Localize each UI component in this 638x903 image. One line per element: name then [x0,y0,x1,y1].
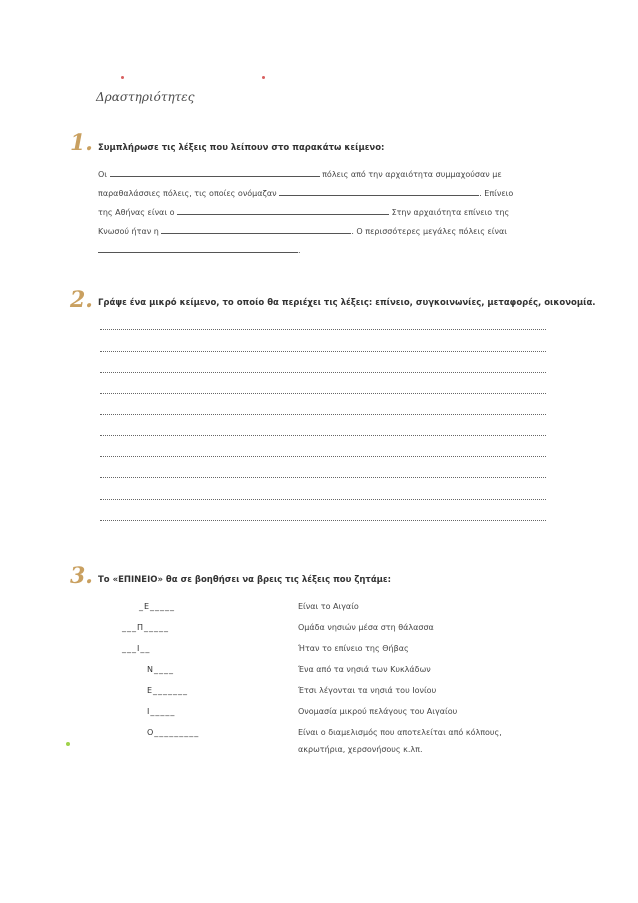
exercise-2-number: 2. [70,287,93,313]
puzzle-clue-continued: ακρωτήρια, χερσονήσους κ.λπ. [298,745,423,754]
text: Στην αρχαιότητα επίνειο της [391,208,510,217]
puzzle-word[interactable]: Ε_______ [147,686,189,695]
blank[interactable] [98,244,298,253]
red-mark [262,76,265,79]
writing-line[interactable] [100,328,546,330]
red-mark [121,76,124,79]
exercise-1-number: 1. [70,130,93,156]
text: πόλεις από την αρχαιότητα συμμαχούσαν με [322,170,502,179]
puzzle-clue: Είναι ο διαμελισμός που αποτελείται από κόλπους, [298,728,502,737]
exercise-3-instruction: Το «ΕΠΙΝΕΙΟ» θα σε βοηθήσει να βρεις τις λέξεις που ζητάμε: [98,575,392,585]
writing-line[interactable] [100,519,546,521]
puzzle-word[interactable]: _Ε_____ [139,602,176,611]
writing-line[interactable] [100,371,546,373]
exercise-1-instruction: Συμπλήρωσε τις λέξεις που λείπουν στο παρακάτω κείμενο: [98,143,385,153]
fill-line-4 [98,225,507,236]
blank[interactable] [177,206,389,215]
writing-line[interactable] [100,392,546,394]
puzzle-word[interactable]: ___Π_____ [122,623,170,632]
puzzle-word[interactable]: Ν____ [147,665,174,674]
text: Οι [98,170,108,179]
fill-line-5 [98,244,301,255]
puzzle-clue: Ήταν το επίνειο της Θήβας [298,644,409,653]
puzzle-clue: Ένα από τα νησιά των Κυκλάδων [298,665,431,674]
page-title: Δραστηριότητες [96,90,195,104]
writing-line[interactable] [100,350,546,352]
blank[interactable] [279,187,479,196]
puzzle-word[interactable]: Ι_____ [147,707,176,716]
writing-line[interactable] [100,455,546,457]
writing-line[interactable] [100,498,546,500]
green-mark [66,742,70,746]
puzzle-clue: Ονομασία μικρού πελάγους του Αιγαίου [298,707,458,716]
exercise-2-instruction: Γράψε ένα μικρό κείμενο, το οποίο θα περιέχει τις λέξεις: επίνειο, συγκοινωνίες, μεταφορές, οικονομία. [98,298,596,308]
fill-line-3 [98,206,509,217]
text: . [298,246,301,255]
text: . Ο περισσότερες μεγάλες πόλεις είναι [351,227,507,236]
fill-line-1 [98,168,502,179]
puzzle-word[interactable]: ___Ι__ [122,644,151,653]
puzzle-clue: Έτσι λέγονται τα νησιά του Ιονίου [298,686,437,695]
text: . Επίνειο [479,189,514,198]
fill-line-2 [98,187,513,198]
puzzle-clue: Ομάδα νησιών μέσα στη θάλασσα [298,623,434,632]
blank[interactable] [110,168,320,177]
text: της Αθήνας είναι ο [98,208,175,217]
text: Κνωσού ήταν η [98,227,159,236]
puzzle-word[interactable]: Ο_________ [147,728,200,737]
writing-line[interactable] [100,434,546,436]
puzzle-clue: Είναι το Αιγαίο [298,602,359,611]
writing-line[interactable] [100,413,546,415]
text: παραθαλάσσιες πόλεις, τις οποίες ονόμαζαν [98,189,277,198]
exercise-3-number: 3. [70,563,93,589]
writing-line[interactable] [100,476,546,478]
blank[interactable] [161,225,351,234]
